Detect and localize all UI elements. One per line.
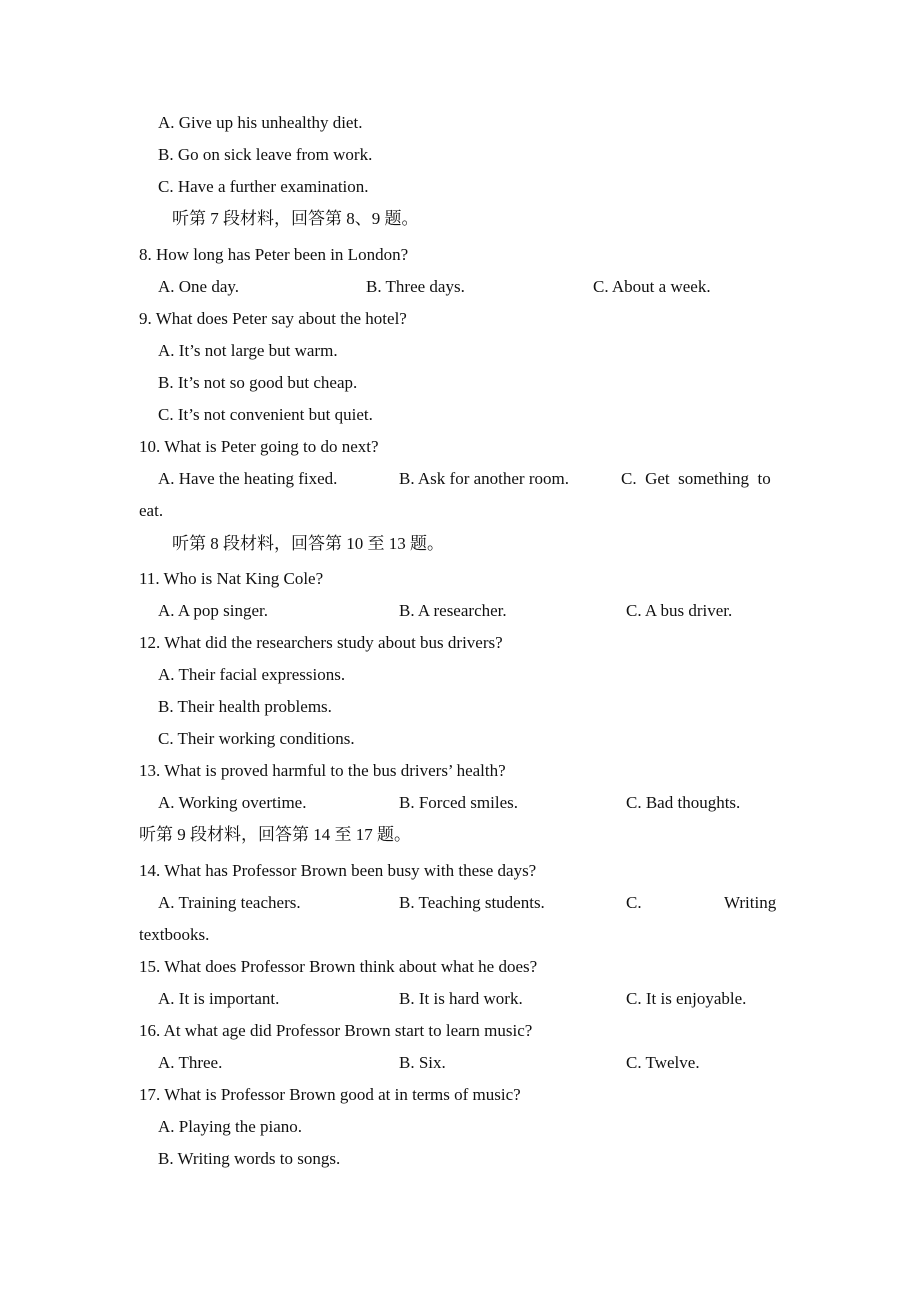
section8-heading: 听第 8 段材料，回答第 10 至 13 题。 [172, 534, 444, 553]
q12-option-c: C. Their working conditions. [158, 729, 355, 748]
q11-question: 11. Who is Nat King Cole? [139, 569, 324, 588]
q16-question: 16. At what age did Professor Brown start to learn music? [139, 1021, 533, 1040]
q14-option-c: C. [626, 893, 642, 912]
q11-option-b: B. A researcher. [399, 601, 507, 620]
section7-heading: 听第 7 段材料，回答第 8、9 题。 [172, 209, 419, 228]
q10-option-c: C. Get something to [621, 469, 771, 488]
q13-option-a: A. Working overtime. [158, 793, 307, 812]
q15-question: 15. What does Professor Brown think about what he does? [139, 957, 538, 976]
q9-question: 9. What does Peter say about the hotel? [139, 309, 407, 328]
q15-option-c: C. It is enjoyable. [626, 989, 747, 1008]
section9-heading: 听第 9 段材料，回答第 14 至 17 题。 [139, 825, 411, 844]
q17-option-b: B. Writing words to songs. [158, 1149, 341, 1168]
q11-option-a: A. A pop singer. [158, 601, 269, 620]
q17-option-a: A. Playing the piano. [158, 1117, 303, 1136]
q16-option-a: A. Three. [158, 1053, 223, 1072]
q13-option-b: B. Forced smiles. [399, 793, 518, 812]
q8-option-c: C. About a week. [593, 277, 711, 296]
q8-option-b: B. Three days. [366, 277, 465, 296]
q11-option-c: C. A bus driver. [626, 601, 733, 620]
q8-question: 8. How long has Peter been in London? [139, 245, 409, 264]
q16-option-c: C. Twelve. [626, 1053, 700, 1072]
q14-option-b: B. Teaching students. [399, 893, 545, 912]
q13-question: 13. What is proved harmful to the bus drivers’ health? [139, 761, 506, 780]
q10-option-a: A. Have the heating fixed. [158, 469, 338, 488]
q10-option-b: B. Ask for another room. [399, 469, 569, 488]
q8-option-a: A. One day. [158, 277, 240, 296]
q7-option-a: A. Give up his unhealthy diet. [158, 113, 363, 132]
q7-option-c: C. Have a further examination. [158, 177, 369, 196]
q10-question: 10. What is Peter going to do next? [139, 437, 379, 456]
q9-option-a: A. It’s not large but warm. [158, 341, 338, 360]
q14-question: 14. What has Professor Brown been busy with these days? [139, 861, 537, 880]
q9-option-c: C. It’s not convenient but quiet. [158, 405, 373, 424]
q7-option-b: B. Go on sick leave from work. [158, 145, 373, 164]
q9-option-b: B. It’s not so good but cheap. [158, 373, 358, 392]
q14-option-c-word: Writing [724, 893, 777, 912]
q10-option-c-continued: eat. [139, 501, 164, 520]
q15-option-a: A. It is important. [158, 989, 280, 1008]
q15-option-b: B. It is hard work. [399, 989, 523, 1008]
q16-option-b: B. Six. [399, 1053, 446, 1072]
q17-question: 17. What is Professor Brown good at in terms of music? [139, 1085, 521, 1104]
q12-option-a: A. Their facial expressions. [158, 665, 346, 684]
q14-option-a: A. Training teachers. [158, 893, 301, 912]
q12-option-b: B. Their health problems. [158, 697, 332, 716]
q13-option-c: C. Bad thoughts. [626, 793, 741, 812]
q12-question: 12. What did the researchers study about bus drivers? [139, 633, 503, 652]
q14-option-c-continued: textbooks. [139, 925, 210, 944]
